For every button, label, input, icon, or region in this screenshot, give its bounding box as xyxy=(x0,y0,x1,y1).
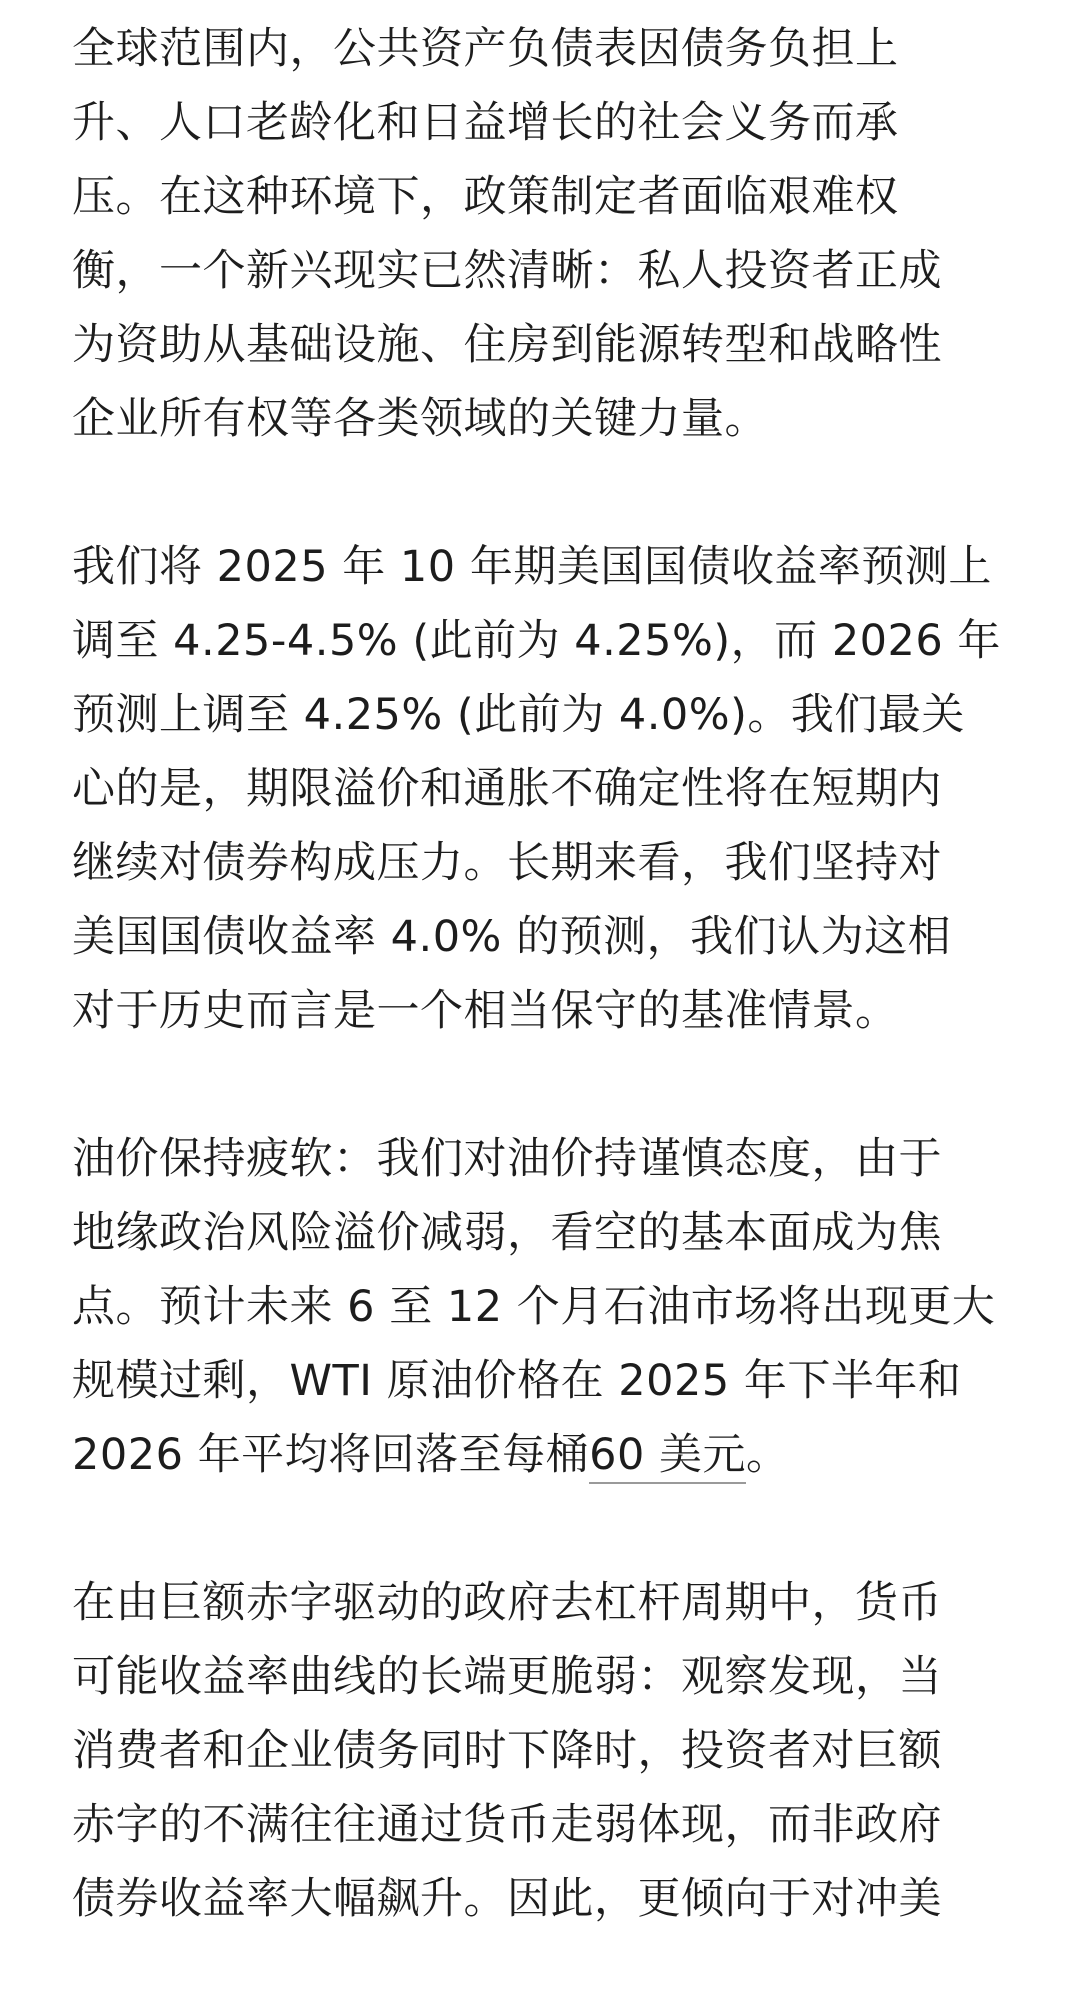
text-line: 我们将 2025 年 10 年期美国国债收益率预测上 xyxy=(72,542,992,592)
text-line-with-link xyxy=(72,1418,1032,1492)
paragraph-treasury-forecast xyxy=(72,530,1032,1048)
text-segment: 。 xyxy=(746,1430,790,1480)
text-line: 对于历史而言是一个相当保守的基准情景。 xyxy=(72,986,899,1036)
paragraph-deleveraging-cycle xyxy=(72,1566,1032,1936)
text-line: 企业所有权等各类领域的关键力量。 xyxy=(72,394,768,444)
text-line: 地缘政治风险溢价减弱，看空的基本面成为焦 xyxy=(72,1208,942,1258)
text-line: 赤字的不满往往通过货币走弱体现，而非政府 xyxy=(72,1800,942,1850)
text-line: 升、人口老龄化和日益增长的社会义务而承 xyxy=(72,98,899,148)
text-line: 可能收益率曲线的长端更脆弱：观察发现，当 xyxy=(72,1652,942,1702)
price-link[interactable]: 60 美元 xyxy=(589,1430,746,1484)
text-line: 点。预计未来 6 至 12 个月石油市场将出现更大 xyxy=(72,1282,996,1332)
text-line: 美国国债收益率 4.0% 的预测，我们认为这相 xyxy=(72,912,952,962)
article-body xyxy=(72,12,1032,2010)
text-line: 为资助从基础设施、住房到能源转型和战略性 xyxy=(72,320,942,370)
text-line: 规模过剩，WTI 原油价格在 2025 年下半年和 xyxy=(72,1356,962,1406)
text-line: 油价保持疲软：我们对油价持谨慎态度，由于 xyxy=(72,1134,942,1184)
text-line: 全球范围内，公共资产负债表因债务负担上 xyxy=(72,24,899,74)
text-line: 预测上调至 4.25% (此前为 4.0%)。我们最关 xyxy=(72,690,965,740)
paragraph-public-balance-sheets xyxy=(72,12,1032,456)
text-line: 调至 4.25-4.5% (此前为 4.25%)，而 2026 年 xyxy=(72,616,1001,666)
text-line: 债券收益率大幅飙升。因此，更倾向于对冲美 xyxy=(72,1874,942,1924)
paragraph-oil-price xyxy=(72,1122,1032,1492)
text-line: 心的是，期限溢价和通胀不确定性将在短期内 xyxy=(72,764,942,814)
text-line: 在由巨额赤字驱动的政府去杠杆周期中，货币 xyxy=(72,1578,942,1628)
text-line: 消费者和企业债务同时下降时，投资者对巨额 xyxy=(72,1726,942,1776)
text-line: 继续对债券构成压力。长期来看，我们坚持对 xyxy=(72,838,942,888)
text-line: 衡，一个新兴现实已然清晰：私人投资者正成 xyxy=(72,246,942,296)
text-segment: 2026 年平均将回落至每桶 xyxy=(72,1430,590,1480)
text-line: 压。在这种环境下，政策制定者面临艰难权 xyxy=(72,172,899,222)
